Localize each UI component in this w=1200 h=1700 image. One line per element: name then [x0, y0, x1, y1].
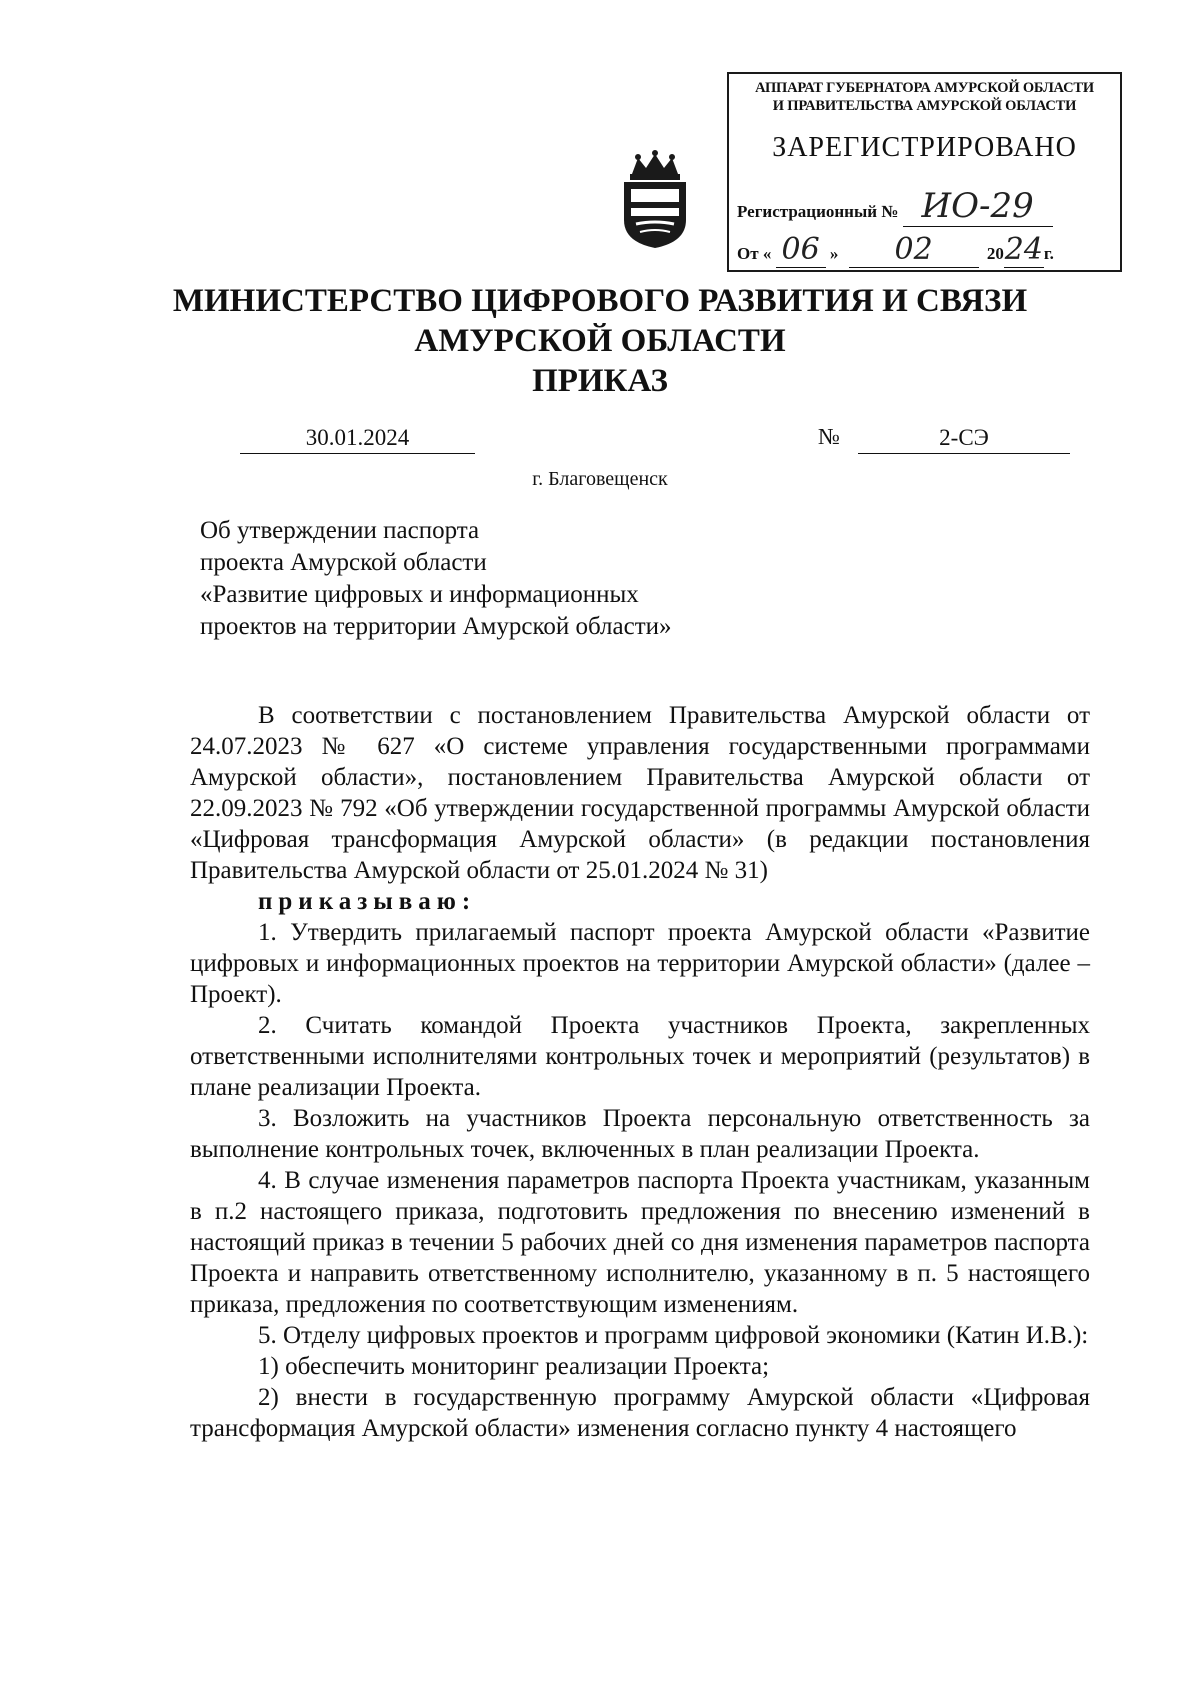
subject-line: проектов на территории Амурской области» [200, 613, 672, 640]
stamp-org-line-2: И ПРАВИТЕЛЬСТВА АМУРСКОЙ ОБЛАСТИ [772, 98, 1077, 114]
order-item: 1. Утвердить прилагаемый паспорт проекта Амурской области «Развитие цифровых и информационных проектов на территории Амурской области» (далее – Проект). [190, 919, 1090, 1008]
stamp-year-prefix: 20 [986, 244, 1004, 263]
ministry-name-line-1: МИНИСТЕРСТВО ЦИФРОВОГО РАЗВИТИЯ И СВЯЗИ [172, 283, 1028, 319]
city: г. Благовещенск [532, 468, 668, 490]
subject-line: Об утверждении паспорта [200, 517, 480, 544]
stamp-day-close: » [829, 244, 839, 263]
stamp-year-suffix: 24 [1004, 232, 1043, 267]
order-item: 2. Считать командой Проекта участников Проекта, закрепленных ответственными исполнителями контрольных точек и мероприятий (результатов) в плане реализации Проекта. [190, 1012, 1090, 1101]
subject-line: проекта Амурской области [200, 549, 487, 576]
stamp-day: 06 [776, 232, 826, 268]
stamp-year-unit: г. [1043, 244, 1054, 263]
subject-line: «Развитие цифровых и информационных [200, 581, 639, 608]
order-number-sign: № [818, 424, 840, 449]
stamp-month: 02 [849, 232, 979, 268]
order-item: 3. Возложить на участников Проекта персональную ответственность за выполнение контрольных точек, включенных в план реализации Проекта. [190, 1105, 1090, 1163]
stamp-date-row [737, 232, 1116, 268]
order-subitem: 1) обеспечить мониторинг реализации Проекта; [258, 1353, 770, 1380]
order-body [190, 700, 1090, 1444]
order-item: 4. В случае изменения параметров паспорта Проекта участникам, указанным в п.2 настоящего приказа, подготовить предложения по внесению изменений в настоящий приказ в течении 5 рабочих дней со дня изменения параметров паспорта Проекта и направить ответственному исполнителю, указанному в п. 5 настоящего приказа, предложения по соответствующим изменениям. [190, 1167, 1090, 1318]
order-date: 30.01.2024 [240, 425, 475, 454]
document-type-title: ПРИКАЗ [532, 363, 668, 399]
order-subitem: 2) внести в государственную программу Амурской области «Цифровая трансформация Амурской области» изменения согласно пункту 4 настоящего [190, 1384, 1090, 1442]
registration-stamp [727, 72, 1122, 272]
stamp-registration-row [737, 186, 1116, 227]
stamp-org-line-1: АППАРАТ ГУБЕРНАТОРА АМУРСКОЙ ОБЛАСТИ [755, 80, 1094, 96]
stamp-heading: ЗАРЕГИСТРИРОВАНО [772, 132, 1077, 163]
stamp-organization [729, 79, 1120, 115]
stamp-reg-label: Регистрационный № [737, 202, 899, 221]
ministry-name-line-2: АМУРСКОЙ ОБЛАСТИ [414, 323, 786, 359]
order-item: 5. Отделу цифровых проектов и программ цифровой экономики (Катин И.В.): [258, 1322, 1089, 1349]
preamble-paragraph: В соответствии с постановлением Правительства Амурской области от 24.07.2023 № 627 «О системе управления государственными программами Амурской области», постановлением Правительства Амурской области от 22.09.2023 № 792 «Об утверждении государственной программы Амурской области «Цифровая трансформация Амурской области» (в редакции постановления Правительства Амурской области от 25.01.2024 № 31) [190, 702, 1090, 884]
order-subject [200, 515, 760, 643]
stamp-from-label: От « [737, 244, 772, 263]
order-directive-word: приказываю: [258, 888, 477, 915]
order-number: 2-СЭ [858, 425, 1070, 454]
coat-of-arms-emblem [618, 150, 692, 250]
stamp-reg-value: ИО-29 [903, 186, 1053, 227]
